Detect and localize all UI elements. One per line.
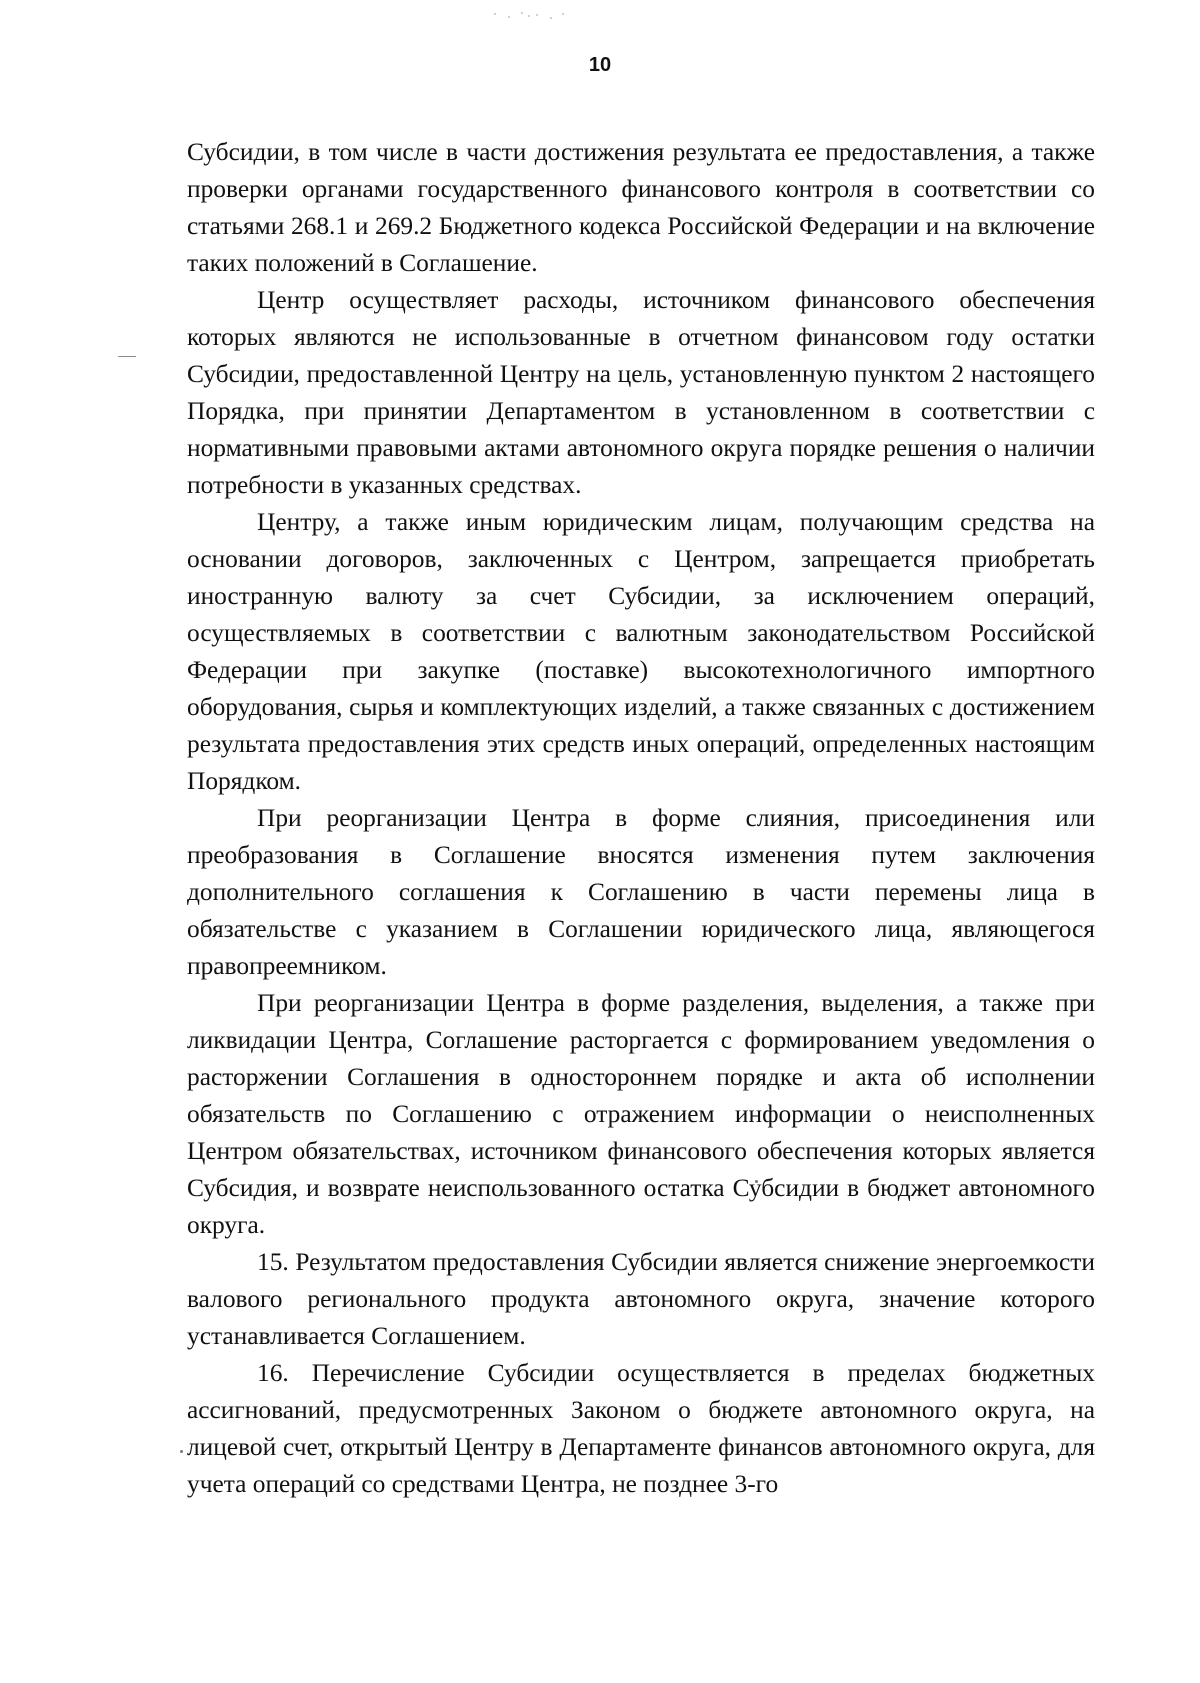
scan-dot (180, 1450, 183, 1453)
paragraph: Субсидии, в том числе в части достижения результата ее предоставления, а также проверки органами государственного финансового контроля в соответствии со статьями 268.1 и 269.2 Бюджетного кодекса Российской Федерации и на включение таких положений в Соглашение. (187, 138, 1095, 277)
paragraph: При реорганизации Центра в форме слияния, присоединения или преобразования в Соглашение вносятся изменения путем заключения дополнительного соглашения к Соглашению в части перемены лица в обязательстве с указанием в Соглашении юридического лица, являющегося правопреемником. (187, 804, 1095, 980)
margin-mark (118, 356, 136, 357)
paragraph: Центру, а также иным юридическим лицам, получающим средства на основании договоров, заключенных с Центром, запрещается приобретать иностранную валюту за счет Субсидии, за исключением операций, осуществляемых в соответствии с валютным законодательством Российской Федерации при закупке (поставке) высокотехнологичного импортного оборудования, сырья и комплектующих изделий, а также связанных с достижением результата предоставления этих средств иных операций, определенных настоящим Порядком. (187, 508, 1095, 795)
paragraph: При реорганизации Центра в форме разделения, выделения, а также при ликвидации Центра, Соглашение расторгается с формированием уведомления о расторжении Соглашения в одностороннем порядке и акта об исполнении обязательств по Соглашению с отражением информации о неисполненных Центром обязательствах, источником финансового обеспечения которых является Субсидия, и возврате неиспользованного остатка Субсидии в бюджет автономного округа. (187, 989, 1095, 1239)
paragraph: Центр осуществляет расходы, источником финансового обеспечения которых являются не использованные в отчетном финансовом году остатки Субсидии, предоставленной Центру на цель, установленную пунктом 2 настоящего Порядка, при принятии Департаментом в установленном в соответствии с нормативными правовыми актами автономного округа порядке решения о наличии потребности в указанных средствах. (187, 286, 1095, 499)
body-text (187, 134, 1095, 1503)
scan-noise (490, 10, 570, 20)
page-number: 10 (588, 54, 612, 76)
paragraph: 15. Результатом предоставления Субсидии является снижение энергоемкости валового регионального продукта автономного округа, значение которого устанавливается Соглашением. (187, 1248, 1095, 1350)
paragraph: 16. Перечисление Субсидии осуществляется в пределах бюджетных ассигнований, предусмотренных Законом о бюджете автономного округа, на лицевой счет, открытый Центру в Департаменте финансов автономного округа, для учета операций со средствами Центра, не позднее 3-го (187, 1359, 1095, 1498)
